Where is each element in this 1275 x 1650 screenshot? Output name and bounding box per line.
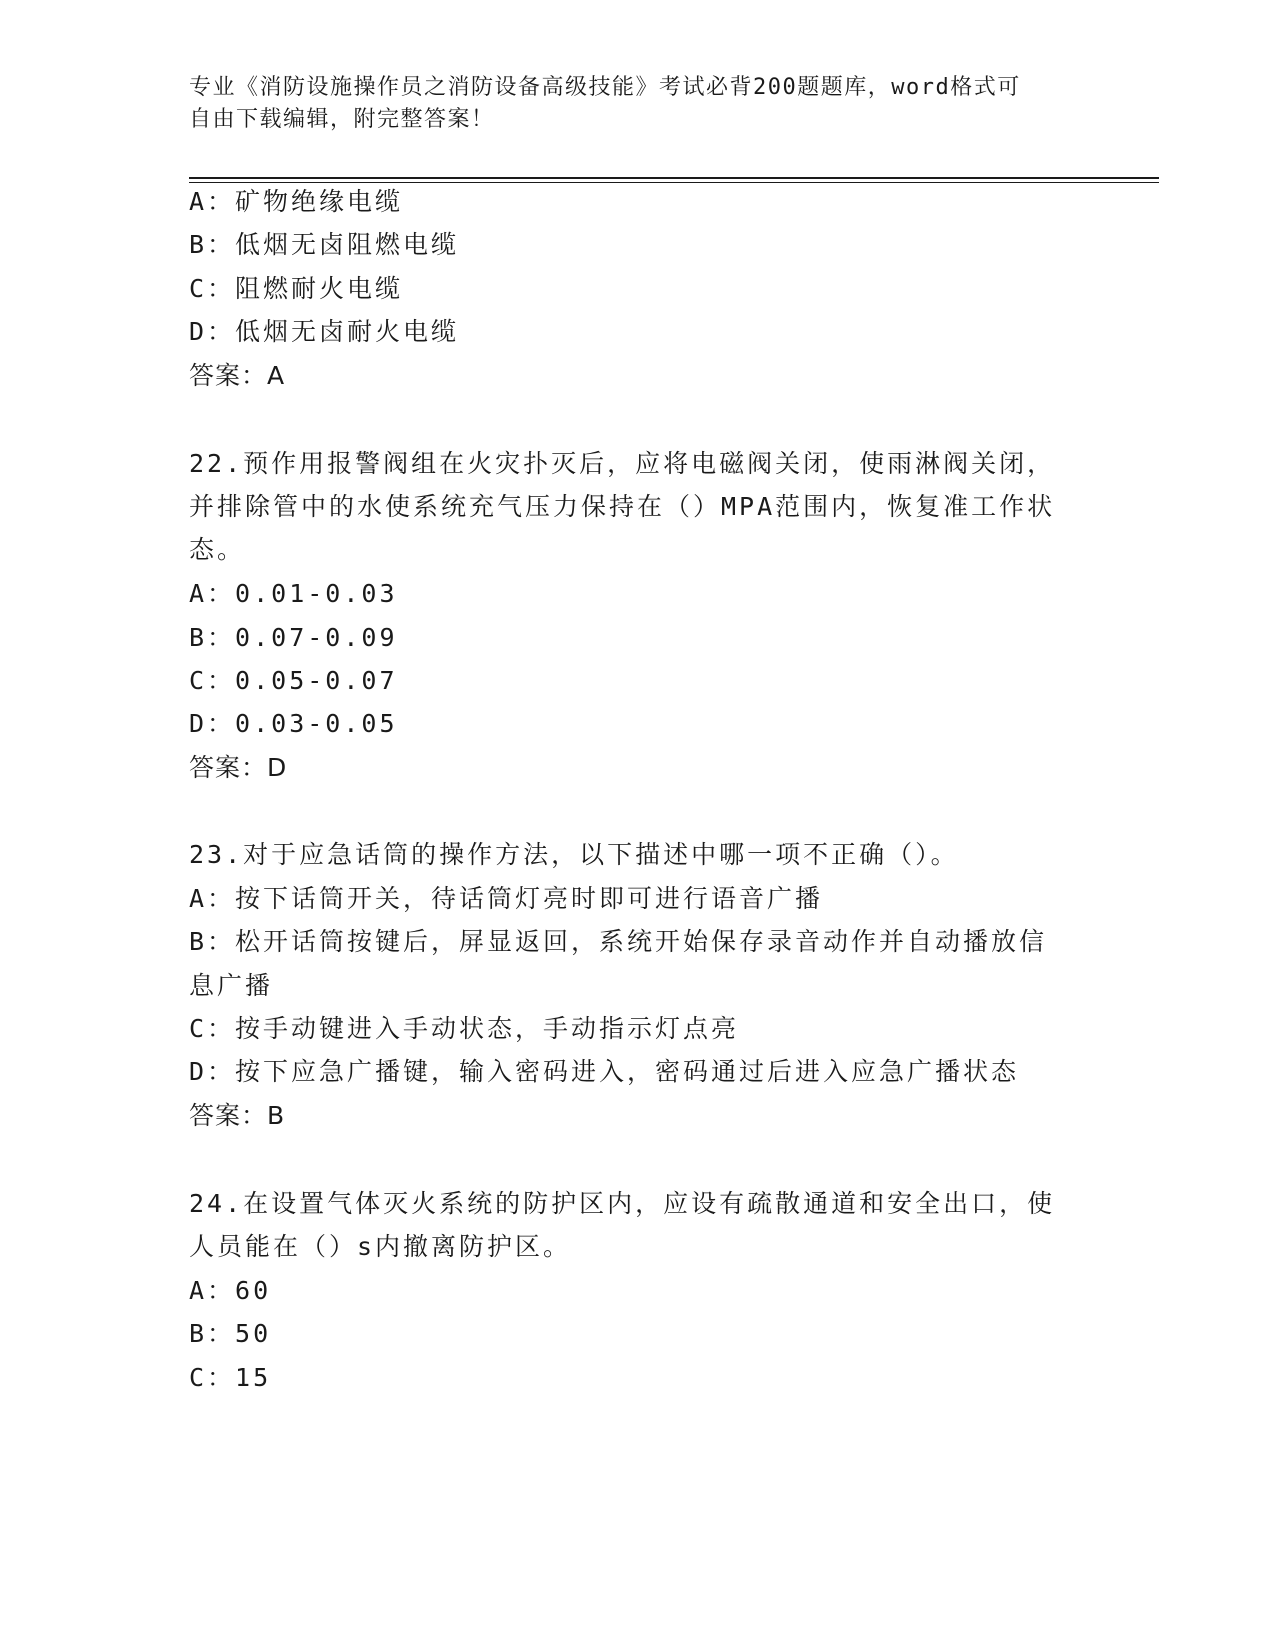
q22-stem-line-3: 态。 [189,535,246,564]
q24-option-b: B：50 [189,1319,272,1348]
q24-stem-line-1: 24.在设置气体灭火系统的防护区内，应设有疏散通道和安全出口，使 [189,1189,1056,1218]
q21-option-d: D：低烟无卤耐火电缆 [189,317,460,346]
document-header [189,72,1089,136]
header-line-2: 自由下载编辑，附完整答案！ [189,107,495,132]
q23-answer: 答案：B [189,1101,286,1130]
q24-option-a: A：60 [189,1276,272,1305]
q22-option-b: B：0.07-0.09 [189,623,398,652]
q22-option-d: D：0.03-0.05 [189,709,398,738]
q22-stem-line-2: 并排除管中的水使系统充气压力保持在（）MPA范围内，恢复准工作状 [189,492,1056,521]
q24-option-c: C：15 [189,1363,272,1392]
header-divider-thin [189,182,1159,183]
q23-option-c: C：按手动键进入手动状态，手动指示灯点亮 [189,1014,740,1043]
q22-stem-line-1: 22.预作用报警阀组在火灾扑灭后，应将电磁阀关闭，使雨淋阀关闭， [189,449,1056,478]
q23-stem-line-1: 23.对于应急话筒的操作方法，以下描述中哪一项不正确（）。 [189,840,959,869]
header-line-1: 专业《消防设施操作员之消防设备高级技能》考试必背200题题库，word格式可 [189,75,1021,100]
q23-option-a: A：按下话筒开关，待话筒灯亮时即可进行语音广播 [189,884,824,913]
q21-option-b: B：低烟无卤阻燃电缆 [189,230,460,259]
q22-answer: 答案：D [189,753,288,782]
q23-option-b-line-2: 息广播 [189,971,274,1000]
q23-option-d: D：按下应急广播键，输入密码进入，密码通过后进入应急广播状态 [189,1057,1020,1086]
q22-option-c: C：0.05-0.07 [189,666,398,695]
document-page [189,0,1159,1650]
q23-option-b-line-1: B：松开话筒按键后，屏显返回，系统开始保存录音动作并自动播放信 [189,927,1048,956]
q24-stem-line-2: 人员能在（）s内撤离防护区。 [189,1232,572,1261]
q21-answer: 答案：A [189,361,286,390]
q21-option-a: A：矿物绝缘电缆 [189,187,404,216]
q22-option-a: A：0.01-0.03 [189,579,398,608]
q21-option-c: C：阻燃耐火电缆 [189,274,404,303]
header-divider-thick [189,177,1159,179]
